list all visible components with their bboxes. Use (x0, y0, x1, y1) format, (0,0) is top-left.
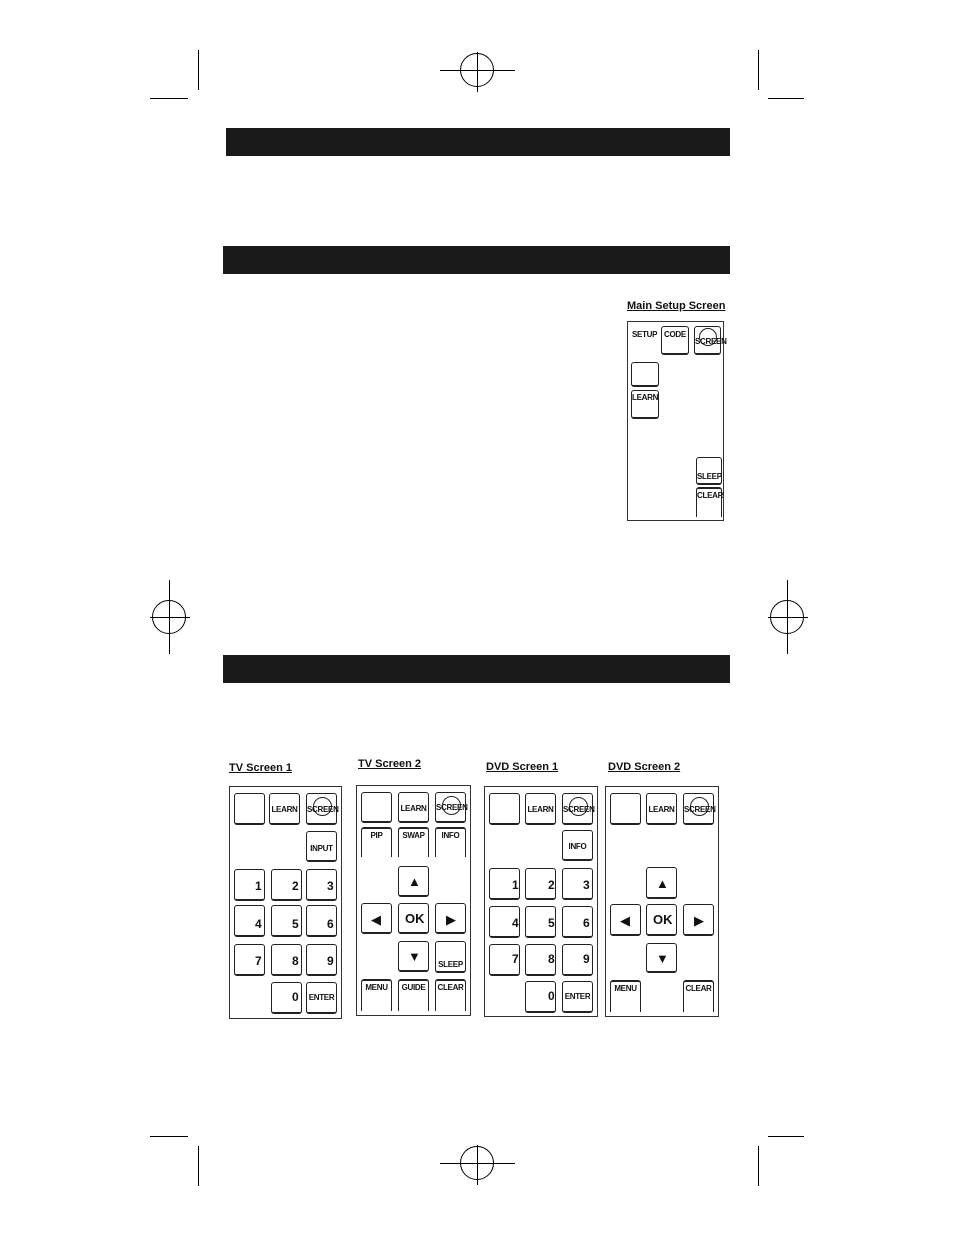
section-header-bar-1 (226, 128, 730, 156)
left-button[interactable] (610, 904, 641, 936)
menu-button[interactable] (361, 979, 392, 1011)
digit-label: 0 (292, 990, 299, 1004)
digit-label: 3 (583, 878, 590, 892)
code-label: CODE (664, 330, 686, 339)
digit-label: 2 (292, 879, 299, 893)
digit-label: 5 (292, 917, 299, 931)
digit-3-button[interactable] (562, 868, 593, 900)
digit-3-button[interactable] (306, 869, 337, 901)
down-arrow-icon: ▼ (408, 949, 421, 964)
setup-label: SETUP (632, 330, 658, 339)
learn-button[interactable] (269, 793, 300, 825)
digit-label: 0 (548, 989, 555, 1003)
screen-button[interactable] (435, 792, 466, 823)
main-setup-panel (627, 321, 727, 521)
crosshair-target-icon (152, 600, 186, 634)
info-button[interactable] (435, 827, 466, 857)
digit-label: 3 (327, 879, 334, 893)
left-arrow-icon: ◀ (371, 912, 381, 927)
right-button[interactable] (435, 903, 466, 934)
digit-label: 6 (327, 917, 334, 931)
learn-button[interactable] (646, 793, 677, 825)
digit-1-button[interactable] (234, 869, 265, 901)
crosshair-target-icon (460, 53, 494, 87)
info-label: INFO (568, 842, 587, 851)
blank-button[interactable] (610, 793, 641, 825)
blank-button[interactable] (489, 793, 520, 825)
screen-label: SCREEN (684, 805, 716, 814)
left-arrow-icon: ◀ (620, 913, 630, 928)
swap-button[interactable] (398, 827, 429, 857)
pip-label: PIP (370, 831, 383, 840)
learn-button[interactable] (631, 390, 659, 419)
clear-button[interactable] (435, 979, 466, 1011)
learn-label: LEARN (632, 393, 659, 402)
digit-label: 1 (255, 879, 262, 893)
input-label: INPUT (310, 844, 333, 853)
digit-0-button[interactable] (525, 981, 556, 1013)
guide-button[interactable] (398, 979, 429, 1011)
learn-label: LEARN (648, 805, 675, 814)
enter-label: ENTER (564, 992, 591, 1001)
digit-label: 1 (512, 878, 519, 892)
digit-9-button[interactable] (306, 944, 337, 976)
screen-button[interactable] (562, 793, 593, 825)
digit-label: 8 (292, 954, 299, 968)
learn-label: LEARN (400, 804, 427, 813)
ok-button[interactable] (646, 904, 677, 936)
tv-screen-2-panel (356, 785, 471, 1016)
main-setup-caption: Main Setup Screen (627, 300, 726, 312)
clear-label: CLEAR (685, 984, 712, 993)
digit-label: 8 (548, 952, 555, 966)
learn-button[interactable] (525, 793, 556, 825)
section-header-bar-2 (223, 246, 730, 274)
blank-button[interactable] (234, 793, 265, 825)
digit-0-button[interactable] (271, 982, 302, 1014)
screen-label: SCREEN (307, 805, 339, 814)
digit-1-button[interactable] (489, 868, 520, 900)
code-button[interactable] (661, 326, 689, 355)
digit-4-button[interactable] (489, 906, 520, 938)
digit-8-button[interactable] (525, 944, 556, 976)
dvd-screen-2-caption: DVD Screen 2 (608, 761, 681, 773)
swap-label: SWAP (402, 831, 425, 840)
info-button[interactable] (562, 830, 593, 861)
guide-label: GUIDE (401, 983, 426, 992)
digit-label: 2 (548, 878, 555, 892)
digit-6-button[interactable] (562, 906, 593, 938)
down-button[interactable] (398, 941, 429, 972)
digit-6-button[interactable] (306, 905, 337, 937)
sleep-label: SLEEP (438, 960, 463, 969)
screen-button[interactable] (683, 793, 714, 825)
section-header-bar-3 (223, 655, 730, 683)
learn-label: LEARN (271, 805, 298, 814)
right-button[interactable] (683, 904, 714, 936)
screen-label: SCREEN (563, 805, 595, 814)
right-arrow-icon: ▶ (446, 912, 456, 927)
screen-label: SCREEN (695, 337, 727, 346)
input-button[interactable] (306, 831, 337, 862)
sleep-button[interactable] (435, 941, 466, 973)
pip-button[interactable] (361, 827, 392, 857)
crosshair-target-icon (770, 600, 804, 634)
digit-label: 9 (327, 954, 334, 968)
clear-label: CLEAR (697, 491, 724, 500)
up-arrow-icon: ▲ (408, 874, 421, 889)
down-arrow-icon: ▼ (656, 951, 669, 966)
up-button[interactable] (398, 866, 429, 897)
digit-8-button[interactable] (271, 944, 302, 976)
digit-4-button[interactable] (234, 905, 265, 937)
digit-label: 7 (255, 954, 262, 968)
clear-button[interactable] (696, 487, 722, 517)
up-arrow-icon: ▲ (656, 876, 669, 891)
menu-label: MENU (614, 984, 637, 993)
digit-5-button[interactable] (271, 905, 302, 937)
sleep-button[interactable] (696, 457, 722, 485)
sleep-label: SLEEP (697, 472, 722, 481)
digit-7-button[interactable] (234, 944, 265, 976)
digit-label: 9 (583, 952, 590, 966)
dvd-screen-1-caption: DVD Screen 1 (486, 761, 559, 773)
menu-label: MENU (365, 983, 388, 992)
ok-button[interactable] (398, 903, 429, 934)
enter-label: ENTER (308, 993, 335, 1002)
clear-label: CLEAR (437, 983, 464, 992)
ok-label: OK (653, 912, 673, 927)
clear-button[interactable] (683, 980, 714, 1012)
blank-button[interactable] (631, 362, 659, 387)
crosshair-target-icon (460, 1146, 494, 1180)
learn-label: LEARN (527, 805, 554, 814)
digit-7-button[interactable] (489, 944, 520, 976)
digit-label: 4 (512, 916, 519, 930)
tv-screen-2-caption: TV Screen 2 (358, 758, 421, 770)
blank-button[interactable] (361, 792, 392, 823)
dvd-screen-1-panel (484, 786, 598, 1017)
dvd-screen-2-panel (605, 786, 719, 1017)
digit-label: 7 (512, 952, 519, 966)
down-button[interactable] (646, 943, 677, 973)
screen-label: SCREEN (436, 803, 468, 812)
learn-button[interactable] (398, 792, 429, 823)
digit-5-button[interactable] (525, 906, 556, 938)
tv-screen-1-caption: TV Screen 1 (229, 762, 292, 774)
digit-9-button[interactable] (562, 944, 593, 976)
digit-label: 6 (583, 916, 590, 930)
enter-button[interactable] (562, 981, 593, 1013)
right-arrow-icon: ▶ (694, 913, 704, 928)
screen-button[interactable] (306, 793, 337, 825)
digit-label: 5 (548, 916, 555, 930)
menu-button[interactable] (610, 980, 641, 1012)
up-button[interactable] (646, 867, 677, 899)
digit-label: 4 (255, 917, 262, 931)
digit-2-button[interactable] (271, 869, 302, 901)
tv-screen-1-panel (229, 786, 342, 1019)
left-button[interactable] (361, 903, 392, 934)
screen-button[interactable] (694, 326, 727, 355)
enter-button[interactable] (306, 982, 337, 1014)
ok-label: OK (405, 911, 425, 926)
digit-2-button[interactable] (525, 868, 556, 900)
info-label: INFO (441, 831, 460, 840)
